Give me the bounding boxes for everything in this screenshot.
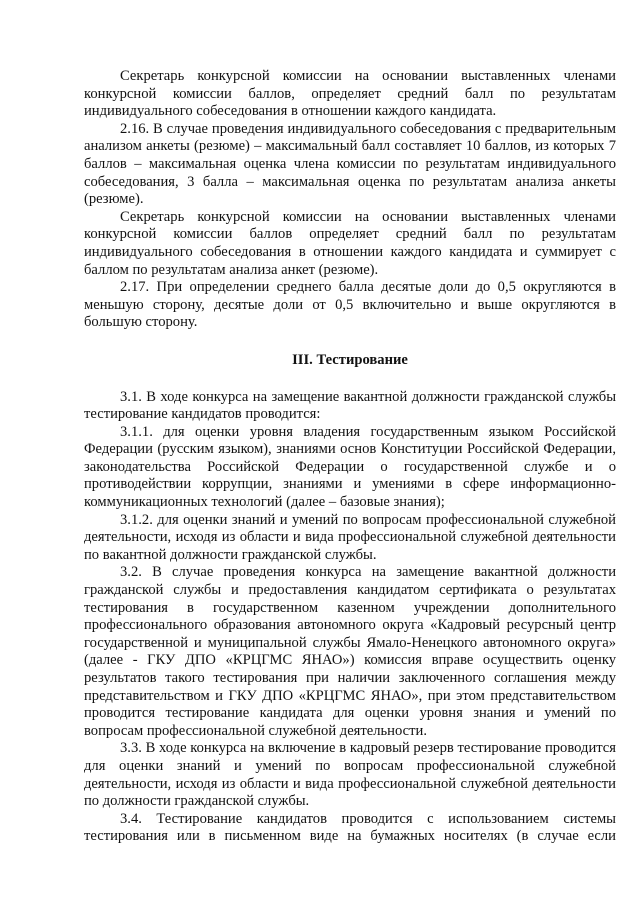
paragraph-2-16: 2.16. В случае проведения индивидуального собеседования с предварительным анализом анкеты (резюме) – максимальный балл составляет 10 баллов, из которых 7 баллов – максимальная оценка члена комиссии по результатам индивидуального собеседования, 3 балла – максимальная оценка по результатам анализа анкеты (резюме). — [84, 120, 616, 208]
paragraph-3-1-1: 3.1.1. для оценки уровня владения государственным языком Российской Федерации (русским языком), знаниями основ Конституции Российской Федерации, законодательства Российской Федерации о государственной службе и о противодействии коррупции, знаниями и умениями в сфере информационно-коммуникационных технологий (далее – базовые знания); — [84, 423, 616, 511]
section-heading: III. Тестирование — [292, 351, 408, 368]
paragraph-3-3: 3.3. В ходе конкурса на включение в кадровый резерв тестирование проводится для оценки знаний и умений по вопросам профессиональной служебной деятельности, исходя из области и вида профессиональной служебной деятельности по должности гражданской службы. — [84, 740, 616, 810]
paragraph-2-17: 2.17. При определении среднего балла десятые доли до 0,5 округляются в меньшую сторону, десятые доли от 0,5 включительно и выше округляются в большую сторону. — [84, 279, 616, 331]
paragraph-3-2: 3.2. В случае проведения конкурса на замещение вакантной должности гражданской службы и предоставления кандидатом сертификата о результатах тестирования в государственном казенном учреждении дополнительного профессионального образования автономного округа «Кадровый ресурсный центр государственной и муниципальной службы Ямало-Ненецкого автономного округа» (далее - ГКУ ДПО «КРЦГМС ЯНАО») комиссия вправе осуществить оценку результатов такого тестирования при наличии заключенного соглашения между представительством и ГКУ ДПО «КРЦГМС ЯНАО», при этом представительством проводится тестирование кандидата для оценки уровня знания и умений по вопросам профессиональной служебной деятельности. — [84, 564, 616, 739]
paragraph-3-1: 3.1. В ходе конкурса на замещение вакантной должности гражданской службы тестирование кандидатов проводится: — [84, 388, 616, 423]
paragraph-3-4: 3.4. Тестирование кандидатов проводится с использованием системы тестирования или в письменном виде на бумажных носителях (в случае если — [84, 810, 616, 845]
paragraph-3-1-2: 3.1.2. для оценки знаний и умений по вопросам профессиональной служебной деятельности, исходя из области и вида профессиональной служебной деятельности по вакантной должности гражданской службы. — [84, 511, 616, 563]
paragraph-secretary-score: Секретарь конкурсной комиссии на основании выставленных членами конкурсной комиссии баллов, определяет средний балл по результатам индивидуального собеседования в отношении каждого кандидата. — [84, 68, 616, 120]
paragraph-secretary-sum: Секретарь конкурсной комиссии на основании выставленных членами конкурсной комиссии баллов определяет средний балл по результатам индивидуального собеседования в отношении каждого кандидата и суммирует с баллом по результатам анализа анкет (резюме). — [84, 208, 616, 278]
